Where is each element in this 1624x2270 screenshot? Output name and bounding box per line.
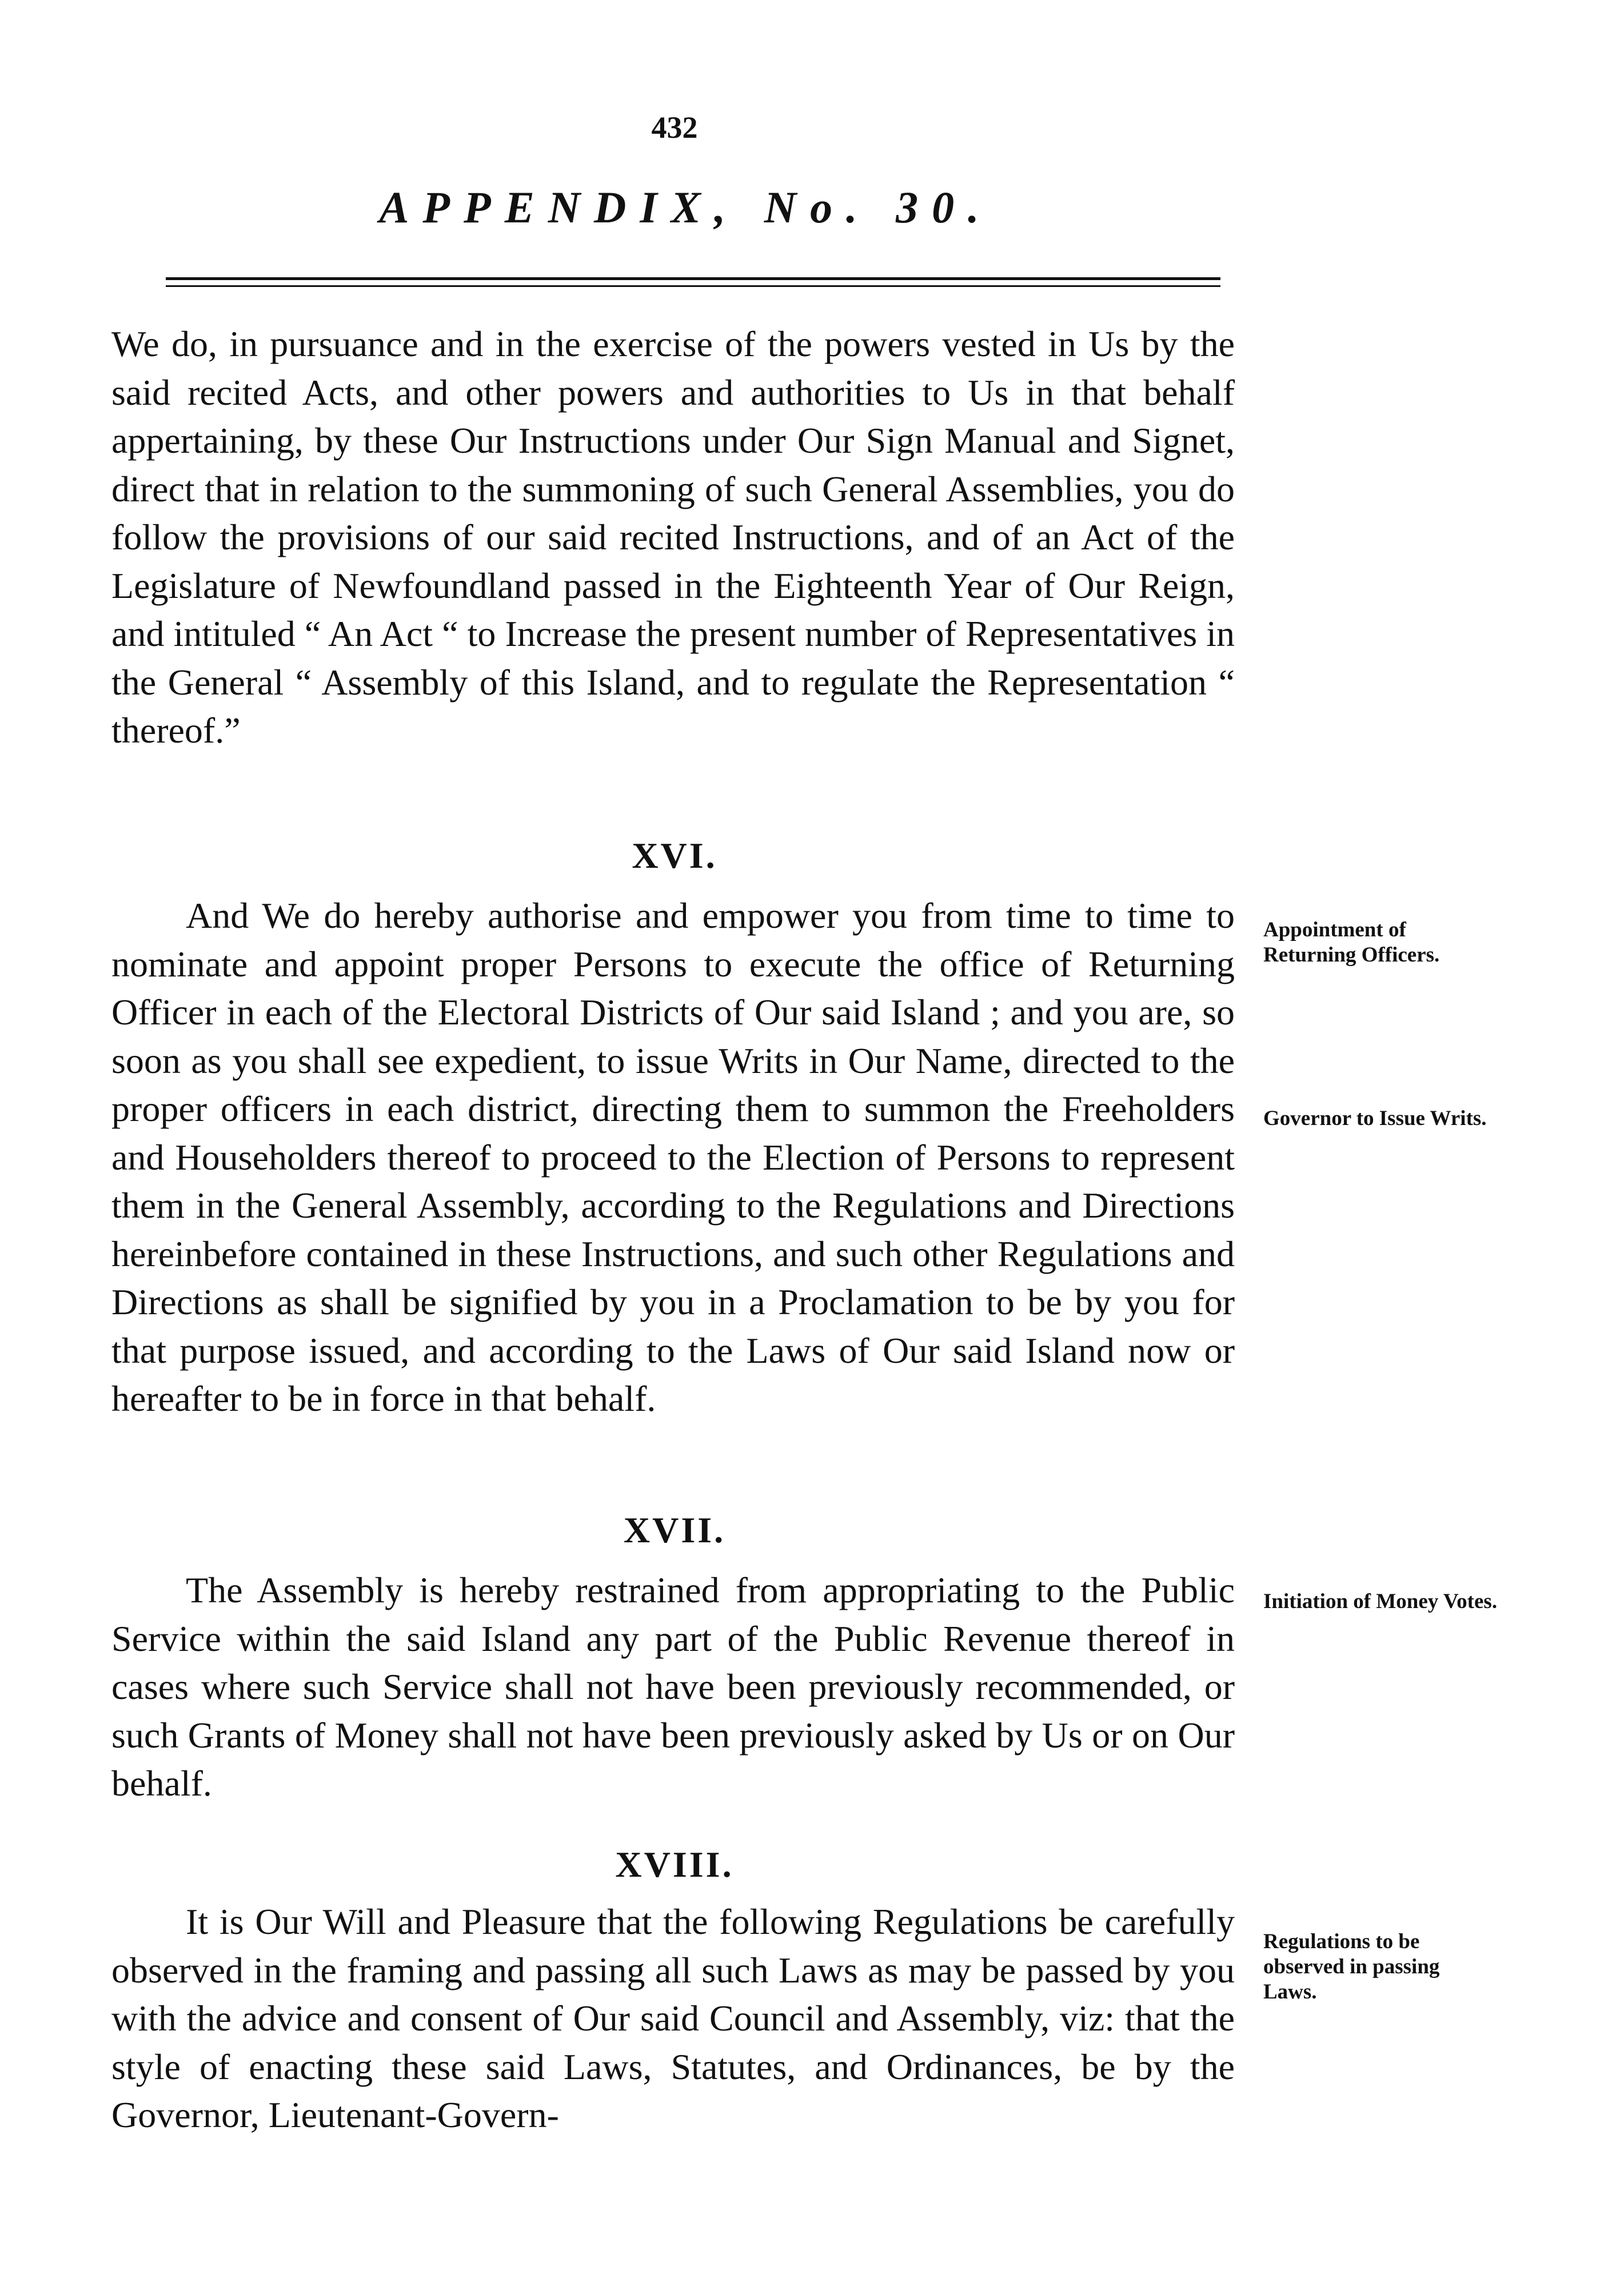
page-number: 432	[651, 110, 698, 145]
margin-note-passing-laws: Regulations to be observed in passing Laws.	[1263, 1930, 1440, 2004]
section-heading-xvii: XVII.	[623, 1510, 726, 1550]
paragraph-xvi: And We do hereby authorise and empower you from time to time to nominate and appoint proper Persons to execute the office of Returning Officer in each of the Electoral Districts of Our said Island ; and you are, so soon as you shall see expedient, to issue Writs in Our Name, directed to the proper officers in each district, directing them to summon the Freeholders and Householders thereof to proceed to the Election of Persons to represent them in the General Assembly, according to the Regulations and Directions hereinbefore contained in these Instructions, and such other Regulations and Directions as shall be signified by you in a Proclamation to be by you for that purpose issued, and according to the Laws of Our said Island now or hereafter to be in force in that behalf.	[111, 895, 1235, 1419]
paragraph-xviii: It is Our Will and Pleasure that the following Regulations be carefully observed in the framing and passing all such Laws as may be passed by you with the advice and consent of Our said Council and Assembly, viz: that the style of enacting these said Laws, Statutes, and Ordinances, be by the Governor, Lieutenant-Govern-	[111, 1901, 1235, 2135]
margin-note-returning-officers: Appointment of Returning Officers.	[1263, 918, 1440, 967]
margin-note-money-votes: Initiation of Money Votes.	[1263, 1590, 1498, 1613]
paragraph-intro: We do, in pursuance and in the exercise of the powers vested in Us by the said recited Acts, and other powers and authorities to Us in that behalf appertaining, by these Our Instructions under Our Sign Manual and Signet, direct that in relation to the summoning of such General Assemblies, you do follow the provisions of our said recited Instructions, and of an Act of the Legislature of Newfoundland passed in the Eighteenth Year of Our Reign, and intituled “ An Act “ to Increase the present number of Representatives in the General “ Assembly of this Island, and to regulate the Representation “ thereof.”	[111, 324, 1235, 751]
section-heading-xvi: XVI.	[632, 835, 717, 876]
page-title: APPENDIX, No. 30.	[379, 182, 993, 232]
section-heading-xviii: XVIII.	[615, 1844, 734, 1885]
title-rule	[166, 277, 1220, 287]
margin-note-issue-writs: Governor to Issue Writs.	[1263, 1107, 1487, 1130]
paragraph-xvii: The Assembly is hereby restrained from appropriating to the Public Service within the said Island any part of the Public Revenue thereof in cases where such Service shall not have been previously recommended, or such Grants of Money shall not have been previously asked by Us or on Our behalf.	[111, 1570, 1235, 1804]
